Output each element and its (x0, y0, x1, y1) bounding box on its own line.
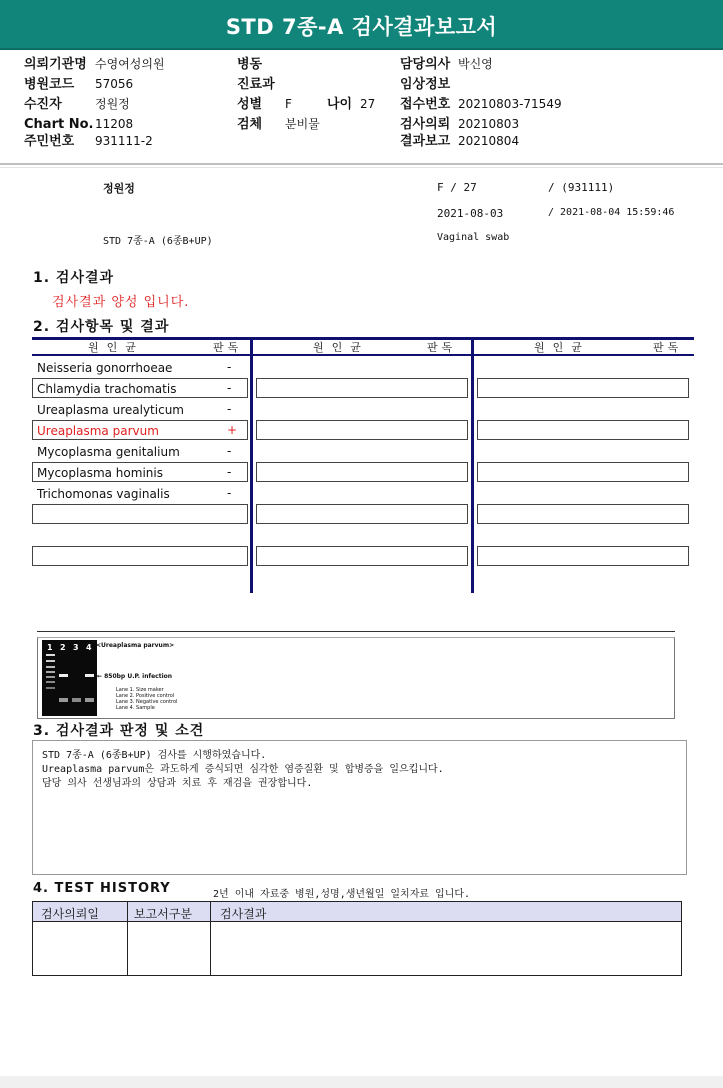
section1-title: 1. 검사결과 (33, 270, 115, 286)
header-field (400, 97, 562, 112)
age-label: 나이 (327, 97, 353, 112)
gel-lane-number: 4 (86, 643, 92, 652)
summary-test-name: STD 7종-A (6종B+UP) (103, 236, 213, 247)
header-label: 병동 (237, 57, 263, 72)
header-label: 결과보고 (400, 134, 451, 149)
row-box (477, 378, 689, 398)
opinion-line: 담당 의사 선생님과의 상담과 치료 후 재검을 권장합니다. (42, 778, 313, 789)
organism-name: Ureaplasma urealyticum (37, 403, 184, 417)
header-divider (0, 163, 723, 165)
gel-lane-number: 2 (60, 643, 66, 652)
header-field (400, 117, 520, 132)
header-field (24, 57, 165, 72)
header-value: 분비물 (285, 117, 320, 131)
history-col-date: 검사의뢰일 (41, 907, 99, 921)
organism-name: Trichomonas vaginalis (37, 487, 170, 501)
organism-name: Ureaplasma parvum (37, 424, 159, 438)
row-box (477, 504, 689, 524)
organism-result: - (227, 444, 232, 458)
age-field (327, 97, 376, 112)
organism-result: - (227, 381, 232, 395)
header-value: 20210803 (458, 117, 520, 131)
header-value: 정원정 (95, 97, 130, 111)
header-field (400, 134, 520, 149)
header-value: 20210804 (458, 134, 520, 148)
header-label: 주민번호 (24, 134, 75, 149)
row-box (256, 546, 468, 566)
gel-legend-item: Lane 4. Sample (116, 705, 155, 711)
row-box (477, 462, 689, 482)
organism-result: - (227, 465, 232, 479)
opinion-line: STD 7종-A (6종B+UP) 검사를 시행하였습니다. (42, 750, 267, 761)
organism-result: - (227, 486, 232, 500)
col-judgement-2: 판독 (427, 341, 457, 354)
page-bottom-margin (0, 1076, 723, 1088)
organism-name: Mycoplasma genitalium (37, 445, 180, 459)
organism-name: Neisseria gonorrhoeae (37, 361, 173, 375)
header-field (237, 97, 292, 112)
organism-name: Mycoplasma hominis (37, 466, 163, 480)
header-field (24, 97, 130, 112)
summary-specimen: Vaginal swab (437, 232, 510, 243)
header-label: 검체 (237, 117, 263, 132)
header-field (24, 77, 134, 92)
header-label: 병원코드 (24, 77, 75, 92)
header-label: 진료과 (237, 77, 275, 92)
summary-date-reported: / 2021-08-04 15:59:46 (548, 207, 675, 218)
header-field (400, 57, 493, 72)
title-bar (0, 0, 723, 50)
col-judgement-3: 판독 (653, 341, 683, 354)
header-label: Chart No. (24, 117, 94, 132)
section3-title: 3. 검사결과 판정 및 소견 (33, 723, 205, 739)
table-divider-2 (471, 337, 474, 593)
section1-result: 검사결과 양성 입니다. (52, 295, 190, 310)
gel-legend-item: Lane 2. Positive control (116, 693, 175, 699)
header-field (24, 117, 134, 132)
row-box (32, 546, 248, 566)
gel-legend-item: Lane 1. Size maker (116, 687, 164, 693)
table-divider-1 (250, 337, 253, 593)
header-field (237, 57, 262, 72)
header-field (24, 134, 153, 149)
header-value: 57056 (95, 77, 134, 91)
section4-note: 2년 이내 자료중 병원,성명,생년월일 일치자료 입니다. (213, 889, 471, 900)
gel-legend-item: Lane 3. Negative control (116, 699, 178, 705)
summary-date-received: 2021-08-03 (437, 207, 504, 220)
opinion-box (32, 740, 687, 875)
col-organism-3: 원인균 (534, 341, 590, 354)
gel-lane-number: 3 (73, 643, 79, 652)
header-divider-shadow (0, 167, 723, 168)
header-label: 성별 (237, 97, 263, 112)
report-title: STD 7종-A 검사결과보고서 (225, 15, 498, 39)
organism-result: + (227, 423, 238, 437)
header-value: 20210803-71549 (458, 97, 562, 111)
summary-sex-age: F / 27 (437, 181, 477, 194)
row-box (477, 546, 689, 566)
organism-result: - (227, 360, 232, 374)
gel-frame-top (37, 631, 675, 632)
header-label: 의뢰기관명 (24, 57, 87, 72)
col-organism-2: 원인균 (313, 341, 369, 354)
header-value: 931111-2 (95, 134, 153, 148)
row-box (256, 420, 468, 440)
header-value: 박신영 (458, 57, 493, 71)
header-label: 임상정보 (400, 77, 451, 92)
organism-name: Chlamydia trachomatis (37, 382, 177, 396)
history-col-divider (210, 902, 211, 975)
header-field (237, 117, 320, 132)
col-organism-1: 원인균 (88, 341, 144, 354)
row-box (256, 504, 468, 524)
header-label: 수진자 (24, 97, 62, 112)
history-col-result: 검사결과 (220, 907, 267, 921)
header-value: 11208 (95, 117, 134, 131)
section2-title: 2. 검사항목 및 결과 (33, 319, 170, 335)
gel-title: <Ureaplasma parvum> (96, 642, 175, 649)
row-box (256, 462, 468, 482)
gel-arrow-label: ← 850bp U.P. infection (97, 673, 173, 680)
history-col-type: 보고서구분 (134, 907, 192, 921)
summary-name: 정원정 (103, 182, 135, 195)
summary-birth: / (931111) (548, 181, 615, 194)
header-label: 접수번호 (400, 97, 451, 112)
age-value: 27 (360, 97, 376, 111)
history-col-divider (127, 902, 128, 975)
section4-title: 4. TEST HISTORY (33, 881, 171, 896)
header-value: F (285, 97, 292, 111)
history-header (33, 902, 681, 922)
header-label: 담당의사 (400, 57, 451, 72)
opinion-line: Ureaplasma parvum은 과도하게 증식되면 심각한 염증질환 및 합병증을 일으킵니다. (42, 764, 444, 775)
organism-result: - (227, 402, 232, 416)
row-box (32, 504, 248, 524)
header-label: 검사의뢰 (400, 117, 451, 132)
col-judgement-1: 판독 (213, 341, 243, 354)
row-box (256, 378, 468, 398)
history-table (32, 901, 682, 976)
row-box (477, 420, 689, 440)
gel-lane-number: 1 (47, 643, 53, 652)
header-field (237, 77, 275, 92)
header-field (400, 77, 450, 92)
header-value: 수영여성의원 (95, 57, 165, 71)
